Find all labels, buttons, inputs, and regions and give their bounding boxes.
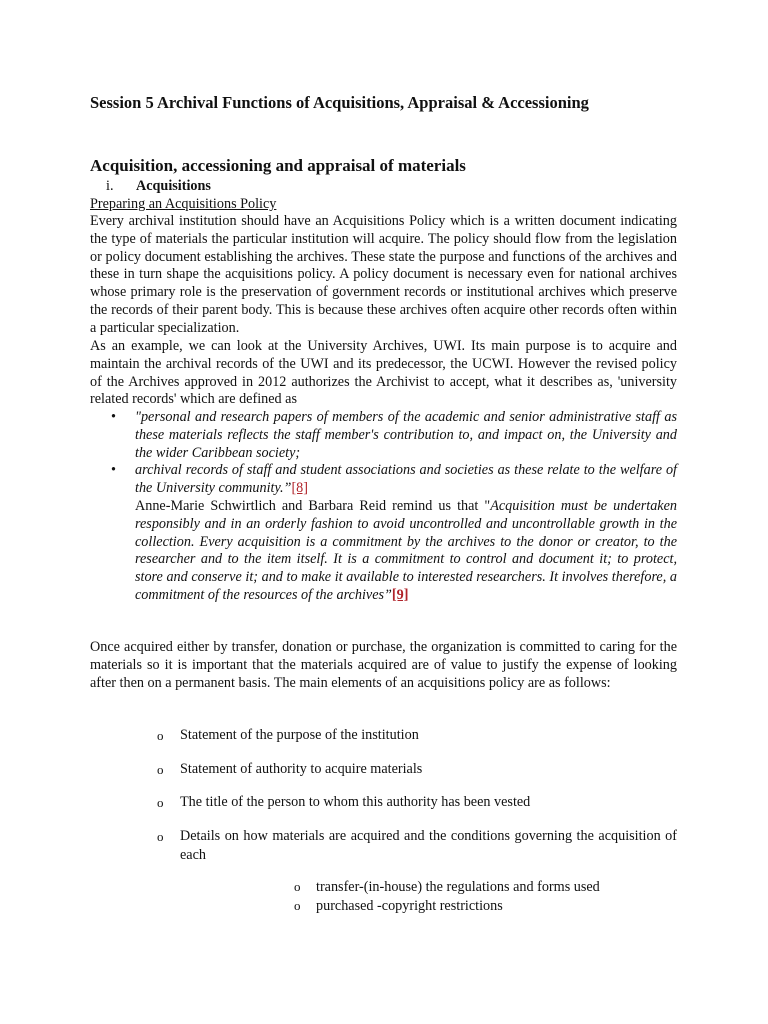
circle-bullet-icon: o: [157, 829, 164, 844]
circle-bullet-icon: o: [157, 762, 164, 777]
list-item: [157, 760, 677, 779]
bullet-glyph: •: [111, 409, 116, 425]
list-item-text: Statement of the purpose of the institution: [180, 727, 419, 743]
subheading: Preparing an Acquisitions Policy: [90, 196, 277, 212]
circle-bullet-icon: o: [157, 795, 164, 810]
roman-item-label: Acquisitions: [136, 178, 211, 194]
list-item-text: The title of the person to whom this authority has been vested: [180, 794, 531, 810]
footnote-link[interactable]: [8]: [291, 479, 308, 496]
sub-list-item: [294, 898, 503, 915]
paragraph-uwi-example: As an example, we can look at the University Archives, UWI. Its main purpose is to acquire and maintain the archival records of the UWI and its predecessor, the UCWI. However the revised policy of the Archives approved in 2012 authorizes the Archivist to accept, what it describes as, 'university related records' which are defined as: [90, 338, 677, 408]
circle-bullet-icon: o: [157, 728, 164, 743]
list-item: [157, 827, 677, 865]
list-item-text: Statement of authority to acquire materials: [180, 761, 423, 777]
bullet-glyph: •: [111, 462, 116, 478]
page-title: Session 5 Archival Functions of Acquisitions, Appraisal & Accessioning: [90, 93, 589, 112]
quote-text: Acquisition must be undertaken responsibly and in an orderly fashion to avoid uncontrolled and uncontrollable growth in the collection. Every acquisition is a commitment by the archives to the donor or creator, to the researcher and to the item itself. It is a commitment to control and document it; to protect, store and conserve it; and to make it available to interested researchers. It involves therefore, a commitment of the resources of the archives”: [135, 498, 677, 603]
bullet-text: "personal and research papers of members of the academic and senior administrative staff as these materials reflects the staff member's contribution to, and impact on, the University and the wider Caribbean society;: [135, 409, 677, 461]
paragraph-once-acquired: Once acquired either by transfer, donation or purchase, the organization is committed to caring for the materials so it is important that the materials acquired are of value to justify the expense of looking after then on a permanent basis. The main elements of an acquisitions policy are as follows:: [90, 639, 677, 691]
bullet-item: [111, 409, 677, 462]
circle-bullet-icon: o: [294, 898, 301, 913]
sub-list-item: [294, 879, 600, 896]
sub-list-item-text: transfer-(in-house) the regulations and forms used: [316, 879, 600, 895]
section-heading: Acquisition, accessioning and appraisal of materials: [90, 156, 466, 175]
roman-list-item: [106, 178, 211, 195]
bullet-text: archival records of staff and student associations and societies as these relate to the welfare of the University community.”: [135, 462, 677, 496]
quote-paragraph: [135, 498, 677, 605]
list-item-text: Details on how materials are acquired and the conditions governing the acquisition of each: [180, 828, 677, 863]
list-item: [157, 793, 677, 812]
list-item: [157, 726, 677, 745]
roman-numeral: i.: [106, 178, 114, 194]
sub-list-item-text: purchased -copyright restrictions: [316, 898, 503, 914]
paragraph-policy-intro: Every archival institution should have an Acquisitions Policy which is a written document indicating the type of materials the particular institution will acquire. The policy should flow from the legislation or policy document establishing the archives. These state the purpose and functions of the archives and these in turn shape the acquisitions policy. A policy document is necessary even for national archives whose primary role is the preservation of government records or institutional archives which preserve the records of their parent body. This is because these archives often acquire other records often within a particular specialization.: [90, 213, 677, 336]
footnote-link[interactable]: [9]: [391, 586, 409, 603]
bullet-item: [111, 462, 677, 498]
quote-lead: Anne-Marie Schwirtlich and Barbara Reid remind us that ": [135, 498, 491, 514]
circle-bullet-icon: o: [294, 879, 301, 894]
